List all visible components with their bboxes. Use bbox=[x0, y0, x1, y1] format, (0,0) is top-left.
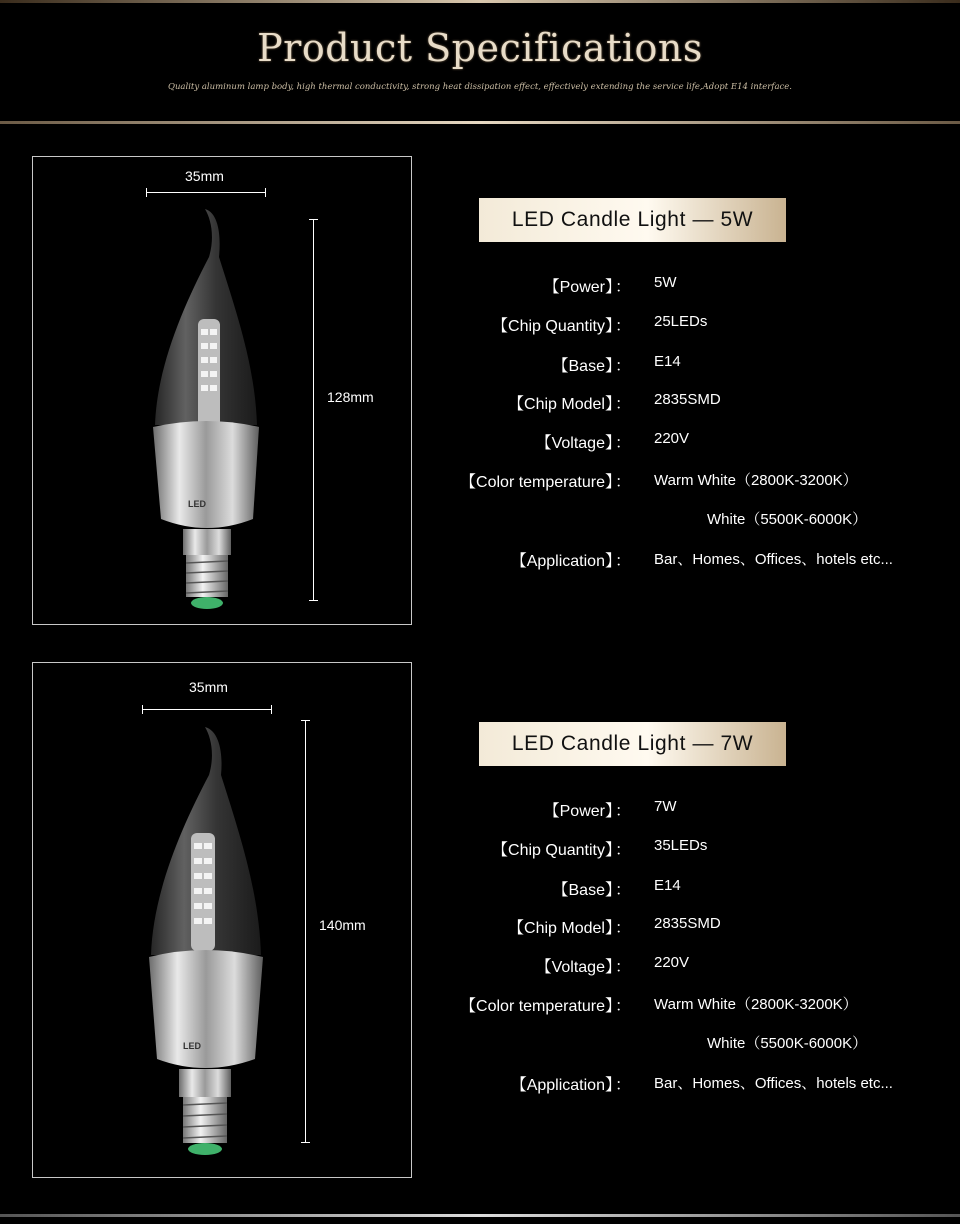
spec-row-color-temperature-2-5w bbox=[0, 508, 960, 532]
spec-row-chip-model-5w bbox=[0, 391, 960, 415]
spec-separator: ： bbox=[614, 474, 631, 491]
width-label-7w: 35mm bbox=[189, 679, 228, 695]
spec-key: 【Chip Model】 ： bbox=[508, 920, 631, 937]
spec-value: 2835SMD bbox=[654, 915, 721, 932]
page-subtitle: Quality aluminum lamp body, high thermal conductivity, strong heat dissipation effect, effectively extending the service life,Adopt E14 interface. bbox=[167, 82, 792, 92]
spec-row-color-temperature-7w bbox=[0, 993, 960, 1017]
spec-key: 【Base】 ： bbox=[552, 882, 631, 899]
spec-separator: ： bbox=[614, 318, 631, 335]
spec-value: Bar、Homes、Offices、hotels etc... bbox=[654, 551, 893, 568]
spec-separator: ： bbox=[614, 553, 631, 570]
spec-value: 7W bbox=[654, 798, 677, 815]
header-top-rule bbox=[0, 0, 960, 3]
spec-row-application-5w bbox=[0, 548, 960, 572]
spec-row-chip-model-7w bbox=[0, 915, 960, 939]
spec-row-chip-quantity-7w bbox=[0, 837, 960, 861]
header-bottom-rule bbox=[0, 121, 960, 124]
spec-row-power-5w bbox=[0, 274, 960, 298]
spec-row-color-temperature-5w bbox=[0, 469, 960, 493]
spec-key: 【Power】 ： bbox=[543, 803, 631, 820]
page-title: Product Specifications bbox=[257, 26, 703, 70]
height-label-5w: 128mm bbox=[327, 389, 374, 405]
spec-row-application-7w bbox=[0, 1072, 960, 1096]
width-label-5w: 35mm bbox=[185, 168, 224, 184]
spec-key: 【Voltage】 ： bbox=[535, 435, 631, 452]
spec-key: 【Application】 ： bbox=[510, 553, 631, 570]
spec-row-power-7w bbox=[0, 798, 960, 822]
spec-value: White（5500K-6000K） bbox=[707, 1035, 868, 1052]
spec-value: White（5500K-6000K） bbox=[707, 511, 868, 528]
spec-value: 5W bbox=[654, 274, 677, 291]
spec-separator: ： bbox=[614, 1077, 631, 1094]
width-dimension-line-7w bbox=[142, 709, 272, 710]
spec-separator: ： bbox=[614, 279, 631, 296]
spec-separator: ： bbox=[614, 803, 631, 820]
spec-row-voltage-5w bbox=[0, 430, 960, 454]
spec-key: 【Chip Quantity】 ： bbox=[492, 842, 631, 859]
spec-key: 【Chip Model】 ： bbox=[508, 396, 631, 413]
height-label-7w: 140mm bbox=[319, 917, 366, 933]
spec-value: 35LEDs bbox=[654, 837, 708, 854]
spec-key: 【Base】 ： bbox=[552, 358, 631, 375]
spec-value: 25LEDs bbox=[654, 313, 708, 330]
spec-row-base-7w bbox=[0, 877, 960, 901]
spec-value: Bar、Homes、Offices、hotels etc... bbox=[654, 1075, 893, 1092]
spec-key: 【Chip Quantity】 ： bbox=[492, 318, 631, 335]
spec-value: E14 bbox=[654, 877, 681, 894]
bulb-label-5w: LED bbox=[188, 499, 206, 509]
product-badge-7w: LED Candle Light — 7W bbox=[479, 722, 786, 766]
spec-separator: ： bbox=[614, 998, 631, 1015]
spec-separator: ： bbox=[614, 435, 631, 452]
spec-separator: ： bbox=[614, 842, 631, 859]
spec-key: 【Application】 ： bbox=[510, 1077, 631, 1094]
spec-separator: ： bbox=[614, 358, 631, 375]
spec-value: Warm White（2800K-3200K） bbox=[654, 472, 858, 489]
footer-rule bbox=[0, 1214, 960, 1217]
bulb-label-7w: LED bbox=[183, 1041, 201, 1051]
width-dimension-line-5w bbox=[146, 192, 266, 193]
spec-separator: ： bbox=[614, 959, 631, 976]
product-badge-5w: LED Candle Light — 5W bbox=[479, 198, 786, 242]
spec-row-color-temperature-2-7w bbox=[0, 1032, 960, 1056]
spec-row-base-5w bbox=[0, 353, 960, 377]
spec-separator: ： bbox=[614, 396, 631, 413]
spec-separator: ： bbox=[614, 920, 631, 937]
page-header bbox=[0, 0, 960, 124]
spec-value: Warm White（2800K-3200K） bbox=[654, 996, 858, 1013]
spec-value: 220V bbox=[654, 954, 690, 971]
spec-key: 【Color temperature】 ： bbox=[460, 998, 631, 1015]
spec-value: 2835SMD bbox=[654, 391, 721, 408]
spec-key: 【Voltage】 ： bbox=[535, 959, 631, 976]
spec-row-chip-quantity-5w bbox=[0, 313, 960, 337]
spec-key: 【Power】 ： bbox=[543, 279, 631, 296]
spec-value: 220V bbox=[654, 430, 690, 447]
spec-row-voltage-7w bbox=[0, 954, 960, 978]
spec-value: E14 bbox=[654, 353, 681, 370]
spec-separator: ： bbox=[614, 882, 631, 899]
spec-key: 【Color temperature】 ： bbox=[460, 474, 631, 491]
